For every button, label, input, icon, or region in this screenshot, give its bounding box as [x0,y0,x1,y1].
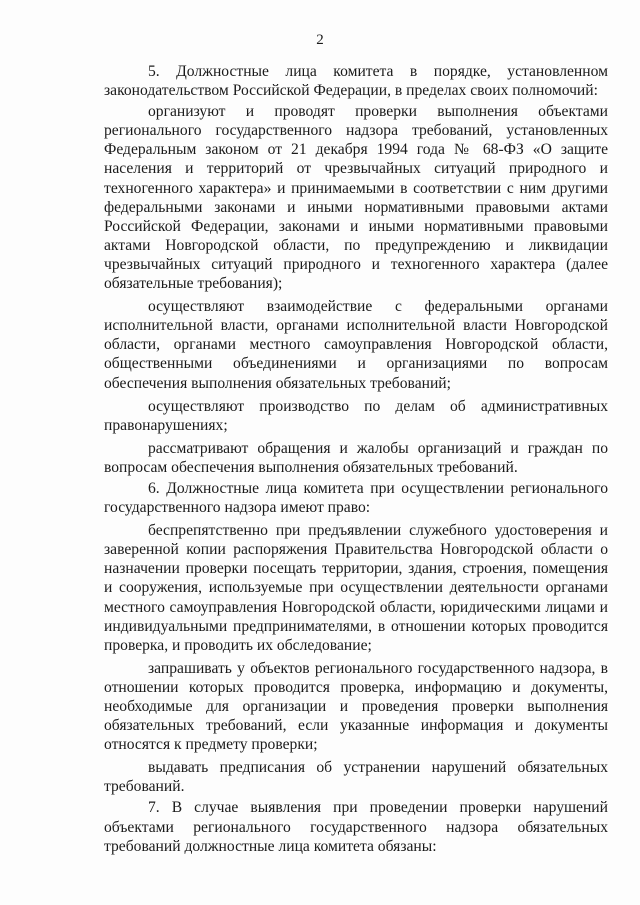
paragraph-issue-orders: выдавать предписания об устранении нарушений обязательных требований. [104,759,608,796]
paragraph-6: 6. Должностные лица комитета при осуществлении регионального государственного надзора имеют право: [104,479,608,517]
paragraph-interaction: осуществляют взаимодействие с федеральными органами исполнительной власти, органами исполнительной власти Новгородской области, органами местного самоуправления Новгородской области, общественными объединениями и организациями по вопросам обеспечения выполнения обязательных требований; [104,298,608,392]
document-body [104,62,608,856]
paragraph-request-documents: запрашивать у объектов регионального государственного надзора, в отношении которых проводится проверка, информацию и документы, необходимые для организации и проведения проверки выполнения обязательных требований, если указанные информация и документы относятся к предмету проверки; [104,659,608,754]
paragraph-administrative-offences: осуществляют производство по делам об административных правонарушениях; [104,397,608,434]
paragraph-unhindered-access: беспрепятственно при предъявлении служебного удостоверения и заверенной копии распоряжения Правительства Новгородской области о назначении проверки посещать территории, здания, строения, помещения и сооружения, используемые при осуществлении деятельности органами местного самоуправления Новгородской области, юридическими лицами и индивидуальными предпринимателями, в отношении которых проводится проверка, и проводить их обследование; [104,522,608,654]
paragraph-5: 5. Должностные лица комитета в порядке, установленном законодательством Российской Федерации, в пределах своих полномочий: [104,63,608,100]
paragraph-complaints: рассматривают обращения и жалобы организаций и граждан по вопросам обеспечения выполнения обязательных требований. [104,439,608,476]
paragraph-organize-inspections: организуют и проводят проверки выполнения объектами регионального государственного надзора требований, установленных Федеральным законом от 21 декабря 1994 года № 68-ФЗ «О защите населения и территорий от чрезвычайных ситуаций природного и техногенного характера» и принимаемыми в соответствии с ним другими федеральными законами и иными нормативными правовыми актами Российской Федерации, законами и иными нормативными правовыми актами Новгородской области, по предупреждению и ликвидации чрезвычайных ситуаций природного и техногенного характера (далее обязательные требования); [104,103,608,293]
paragraph-7: 7. В случае выявления при проведении проверки нарушений объектами регионального государственного надзора обязательных требований должностные лица комитета обязаны: [104,799,608,855]
page-number: 2 [316,32,324,48]
